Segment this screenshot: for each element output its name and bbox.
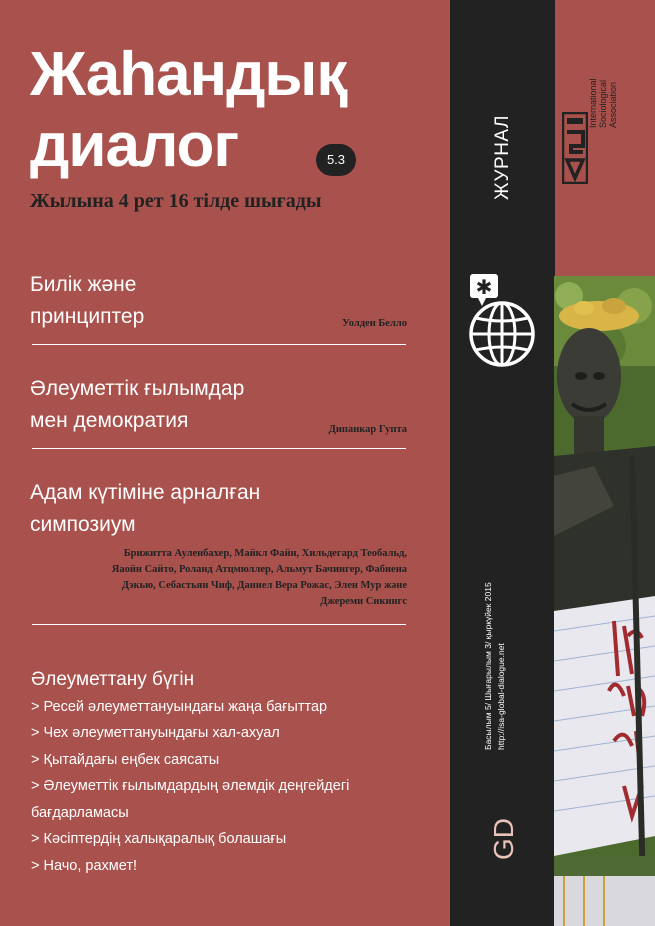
list-item: > Начо, рахмет! (31, 858, 137, 874)
author-line: Яаойн Сайто, Роланд Атцмюллер, Альмут Бачингер, Фабиена (111, 564, 407, 575)
spine-info-url: http://isa-global-dialogue.net (496, 643, 506, 750)
cover-title-line2: диалог (30, 111, 239, 180)
spine-info (482, 582, 508, 750)
section-1-title-line1: Билік және (30, 273, 137, 296)
cover-title-line1: Жаһандық (30, 40, 347, 109)
author-line: Джереми Сикингс (320, 596, 407, 607)
cover-subtitle: Жылына 4 рет 16 тілде шығады (30, 190, 322, 212)
list-item: > Ресей әлеуметтануындағы жаңа бағыттар (31, 699, 328, 715)
spine-info-issue: Басылым 5/ Шығарылым 3/ қыркүйек 2015 (483, 582, 493, 750)
list-item: > Чех әлеуметтануындағы хал-ахуал (31, 725, 280, 741)
section-2-author: Дипанкар Гупта (328, 424, 407, 435)
spine-journal-label: ЖУРНАЛ (492, 115, 513, 200)
today-heading: Әлеуметтану бүгін (31, 669, 195, 690)
isa-name (588, 78, 618, 128)
issue-badge: 5.3 (316, 144, 356, 176)
section-1-author: Уолден Белло (342, 318, 407, 329)
divider (32, 448, 406, 449)
svg-text:✱: ✱ (475, 275, 493, 299)
list-item: > Кәсіптердің халықаралық болашағы (31, 831, 287, 847)
speech-bubble-icon (470, 274, 498, 306)
isa-line2: Sociological (598, 79, 608, 128)
isa-logo (562, 112, 588, 184)
section-2-title-line1: Әлеуметтік ғылымдар (30, 377, 245, 400)
section-3-title-line2: симпозиум (30, 513, 136, 536)
isa-line3: Association (608, 81, 618, 128)
section-2-title-line2: мен демократия (30, 409, 189, 432)
section-3-authors (107, 546, 407, 610)
divider (32, 344, 406, 345)
list-item: > Қытайдағы еңбек саясаты (31, 752, 220, 768)
isa-line1: International (588, 78, 598, 128)
author-line: Дэкью, Себастьян Чиф, Даниел Вера Рожас, Элен Мур және (121, 580, 407, 591)
author-line: Брижитта Ауленбахер, Майкл Файн, Хильдегард Теобальд, (123, 548, 407, 559)
section-3-title-line1: Адам күтіміне арналған (30, 481, 261, 504)
cover-photo (554, 276, 655, 926)
globe-icon (468, 272, 538, 372)
statue-photo (554, 276, 655, 926)
list-item: > Әлеуметтік ғылымдардың әлемдік деңгейдегі (31, 778, 350, 794)
divider (32, 624, 406, 625)
list-item: бағдарламасы (31, 805, 129, 821)
spine-gd-label: GD (488, 818, 519, 860)
section-1-title-line2: принциптер (30, 305, 145, 328)
